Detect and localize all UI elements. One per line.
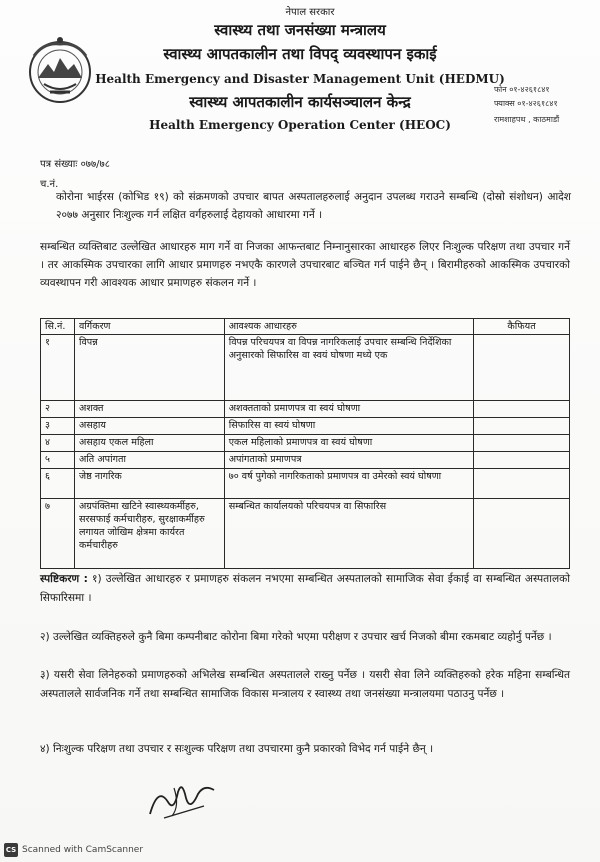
intro-paragraph: सम्बन्धित व्यक्तिबाट उल्लेखित आधारहरु माग गर्ने वा निजका आफन्तबाट निम्नानुसारका आधारहरु लिएर निःशुल्क परिक्षण तथा उपचार गर्ने । तर आकस्मिक उपचारका लागि आधार प्रमाणहरु नभएकै कारणले उपचारबाट बञ्चित गर्न पाईने छैन् । बिरामीहरुको आकस्मिक उपचारको व्यवस्थापन गरी आवश्यक आधार प्रमाणहरु संकलन गर्ने ।: [40, 241, 570, 289]
table-row: [41, 452, 570, 469]
table-row: [41, 435, 570, 452]
cell-category: अग्रपंक्तिमा खटिने स्वास्थ्यकर्मीहरु, सरसफाई कर्मचारीहरु, सुरक्षाकर्मीहरु लगायत जोखिम क्षेत्रमा कार्यरत कर्मचारीहरु: [74, 499, 224, 569]
clarification-note-3: ३) यसरी सेवा लिनेहरुको प्रमाणहरुको अभिलेख सम्बन्धित अस्पतालले राख्नु पर्नेछ । यसरी सेवा लिने व्यक्तिहरुको हरेक महिना सम्बन्धित अस्पतालले सार्वजनिक गर्ने तथा सम्बन्धित सामाजिक विकास मन्त्रालय र स्वास्थ्य तथा जनसंख्या मन्त्रालयमा पठाउनु पर्नेछ ।: [40, 669, 570, 700]
camscanner-logo-icon: CS: [4, 843, 18, 857]
phone-number: फोन ०१-४२६१८४१: [494, 85, 550, 94]
cell-category: असहाय: [74, 418, 224, 435]
cell-remark: [474, 435, 570, 452]
scanner-watermark: [4, 843, 143, 857]
cell-requirement: सम्बन्धित कार्यालयको परिचयपत्र वा सिफारिस: [224, 499, 473, 569]
cell-category: जेष्ठ नागरिक: [74, 469, 224, 499]
cell-requirement: ७० वर्ष पुगेको नागरिकताको प्रमाणपत्र वा उमेरको स्वयं घोषणा: [224, 469, 473, 499]
clarification-label: स्पष्टिकरण :: [40, 573, 88, 585]
cell-serial: ५: [41, 452, 75, 469]
government-name: नेपाल सरकार: [285, 7, 335, 18]
cell-serial: ४: [41, 435, 75, 452]
reference-number: पत्र संख्याः ०७७/७८: [40, 159, 110, 170]
note-1-text: १) उल्लेखित आधारहरु र प्रमाणहरु संकलन नभएमा सम्बन्धित अस्पतालको सामाजिक सेवा ईकाई वा सम्बन्धित अस्पतालको सिफारिसमा ।: [40, 573, 571, 604]
cell-serial: २: [41, 401, 75, 418]
cell-serial: ६: [41, 469, 75, 499]
cell-requirement: एकल महिलाको प्रमाणपत्र वा स्वयं घोषणा: [224, 435, 473, 452]
table-row: [41, 469, 570, 499]
table-row: [41, 499, 570, 569]
subject-paragraph: कोरोना भाईरस (कोभिड १९) को संक्रमणको उपचार बापत अस्पतालहरुलाई अनुदान उपलब्ध गराउने सम्बन्धि (दोस्रो संशोधन) आदेश २०७७ अनुसार निःशुल्क गर्न लक्षित वर्गहरुलाई देहायको आधारमा गर्ने ।: [56, 191, 571, 221]
unit-name-nepali: स्वास्थ्य आपतकालीन तथा विपद् व्यवस्थापन इकाई: [163, 45, 437, 63]
unit-name-english: Health Emergency and Disaster Management Unit (HEDMU): [95, 72, 505, 86]
cell-requirement: सिफारिस वा स्वयं घोषणा: [224, 418, 473, 435]
table-header-row: [41, 319, 570, 335]
eligibility-table: [40, 318, 570, 569]
cell-serial: ३: [41, 418, 75, 435]
header-requirement: आवश्यक आधारहरु: [224, 319, 473, 335]
signature-icon: [144, 776, 220, 822]
cell-category: असहाय एकल महिला: [74, 435, 224, 452]
dispatch-number: च.नं.: [40, 179, 59, 190]
cell-remark: [474, 335, 570, 401]
clarification-note-1: [40, 570, 570, 608]
scanner-text: Scanned with CamScanner: [22, 845, 144, 855]
table-row: [41, 401, 570, 418]
table-row: [41, 418, 570, 435]
cell-remark: [474, 401, 570, 418]
cell-serial: ७: [41, 499, 75, 569]
cell-category: अशक्त: [74, 401, 224, 418]
header-serial: सि.नं.: [41, 319, 75, 335]
cell-remark: [474, 499, 570, 569]
cell-remark: [474, 418, 570, 435]
address: रामशाहपथ , काठमाडौं: [494, 115, 560, 124]
cell-category: अति अपांगता: [74, 452, 224, 469]
cell-requirement: अपांगताको प्रमाणपत्र: [224, 452, 473, 469]
cell-requirement: विपन्न परिचयपत्र वा विपन्न नागरिकलाई उपचार सम्बन्धि निर्देशिका अनुसारको सिफारिस वा स्वयं घोषणा मध्ये एक: [224, 335, 473, 401]
ministry-name: स्वास्थ्य तथा जनसंख्या मन्त्रालय: [214, 21, 386, 39]
cell-remark: [474, 469, 570, 499]
cell-requirement: अशक्तताको प्रमाणपत्र वा स्वयं घोषणा: [224, 401, 473, 418]
heoc-name-english: Health Emergency Operation Center (HEOC): [149, 118, 451, 132]
cell-serial: १: [41, 335, 75, 401]
table-row: [41, 335, 570, 401]
cell-category: विपन्न: [74, 335, 224, 401]
header-category: वर्गिकरण: [74, 319, 224, 335]
header-remarks: कैफियत: [474, 319, 570, 335]
fax-number: फ्याक्स ०१-४२६१८४१: [494, 99, 558, 108]
clarification-note-4: ४) निःशुल्क परिक्षण तथा उपचार र सःशुल्क परिक्षण तथा उपचारमा कुनै प्रकारको विभेद गर्न पाईने छैन् ।: [40, 743, 434, 755]
clarification-note-2: २) उल्लेखित व्यक्तिहरुले कुनै बिमा कम्पनीबाट कोरोना बिमा गरेको भएमा परीक्षण र उपचार खर्च निजको बीमा रकमबाट व्यहोर्नु पर्नेछ ।: [40, 631, 552, 643]
cell-remark: [474, 452, 570, 469]
heoc-name-nepali: स्वास्थ्य आपतकालीन कार्यसञ्चालन केन्द्र: [189, 93, 411, 111]
